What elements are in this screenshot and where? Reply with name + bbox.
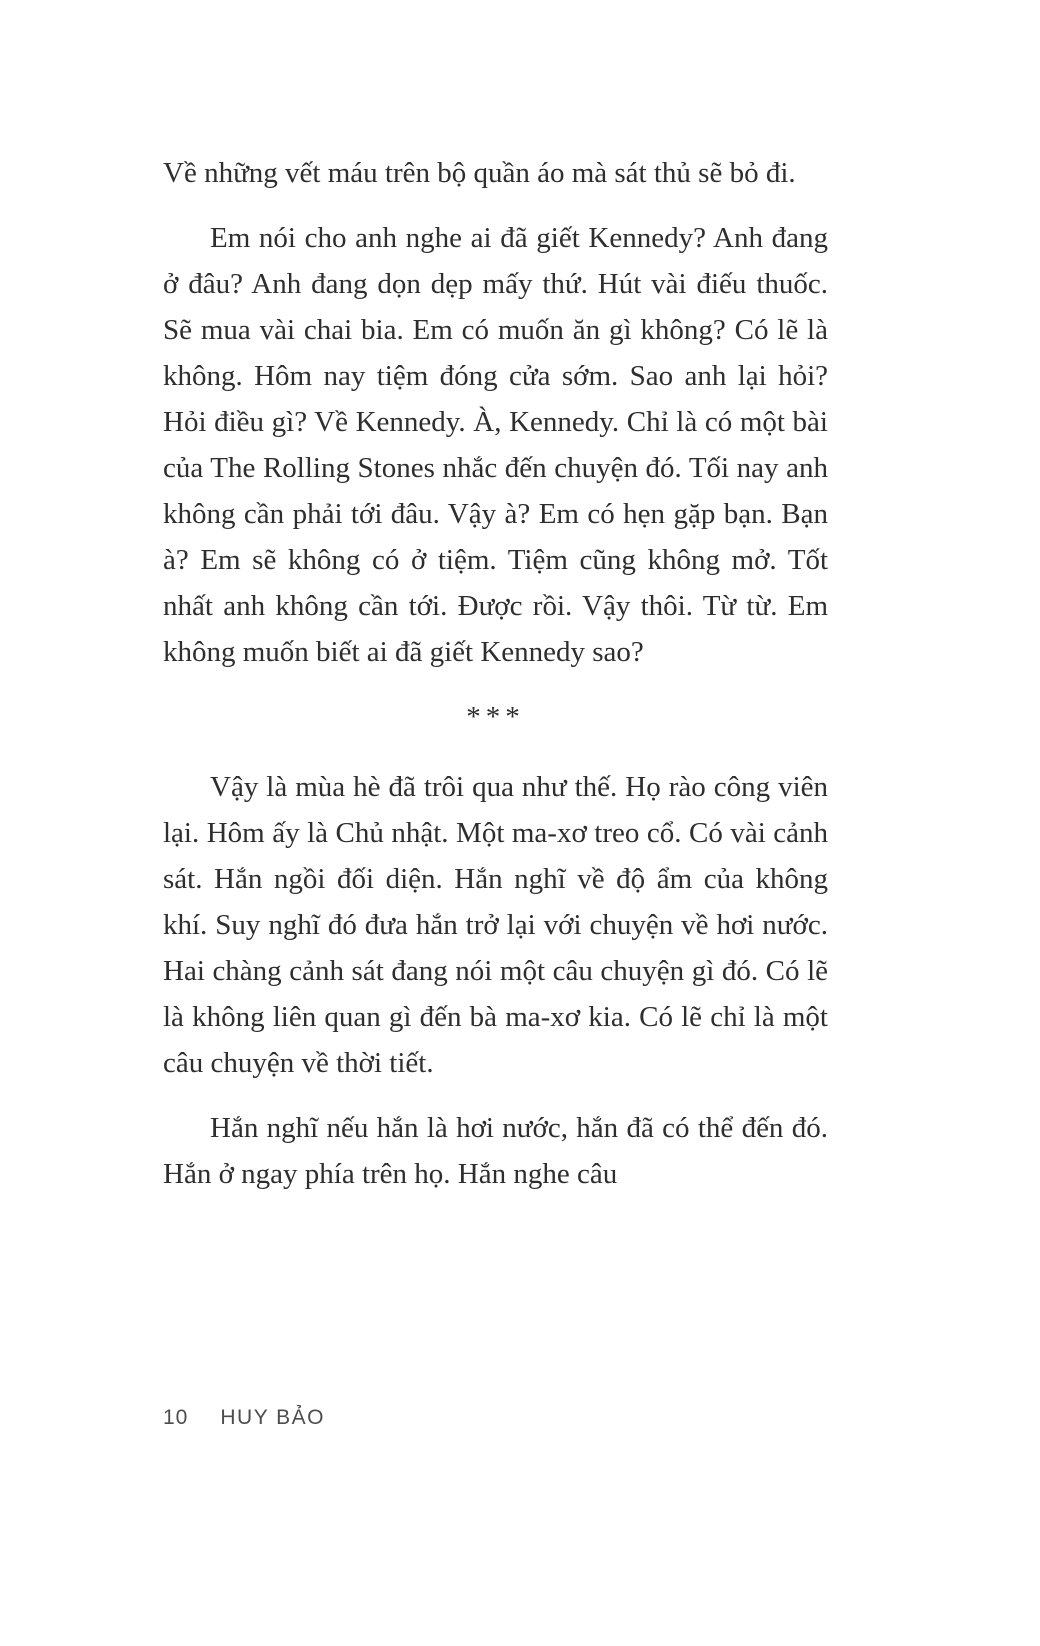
paragraph: Vậy là mùa hè đã trôi qua như thế. Họ rào công viên lại. Hôm ấy là Chủ nhật. Một ma-xơ treo cổ. Có vài cảnh sát. Hắn ngồi đối diện. Hắn nghĩ về độ ẩm của không khí. Suy nghĩ đó đưa hắn trở lại với chuyện về hơi nước. Hai chàng cảnh sát đang nói một câu chuyện gì đó. Có lẽ là không liên quan gì đến bà ma-xơ kia. Có lẽ chỉ là một câu chuyện về thời tiết. — [163, 771, 828, 1079]
paragraph: Hắn nghĩ nếu hắn là hơi nước, hắn đã có thể đến đó. Hắn ở ngay phía trên họ. Hắn nghe câu — [163, 1112, 828, 1190]
page-number: 10 — [163, 1406, 189, 1429]
page-footer — [163, 1406, 325, 1430]
running-footer-author: HUY BẢO — [220, 1406, 326, 1429]
paragraph: Về những vết máu trên bộ quần áo mà sát thủ sẽ bỏ đi. — [163, 157, 796, 189]
page-text — [163, 150, 828, 1216]
paragraph: Em nói cho anh nghe ai đã giết Kennedy? Anh đang ở đâu? Anh đang dọn dẹp mấy thứ. Hút vài điếu thuốc. Sẽ mua vài chai bia. Em có muốn ăn gì không? Có lẽ là không. Hôm nay tiệm đóng cửa sớm. Sao anh lại hỏi? Hỏi điều gì? Về Kennedy. À, Kennedy. Chỉ là có một bài của The Rolling Stones nhắc đến chuyện đó. Tối nay anh không cần phải tới đâu. Vậy à? Em có hẹn gặp bạn. Bạn à? Em sẽ không có ở tiệm. Tiệm cũng không mở. Tốt nhất anh không cần tới. Được rồi. Vậy thôi. Từ từ. Em không muốn biết ai đã giết Kennedy sao? — [163, 222, 828, 668]
section-separator: *** — [466, 701, 525, 733]
